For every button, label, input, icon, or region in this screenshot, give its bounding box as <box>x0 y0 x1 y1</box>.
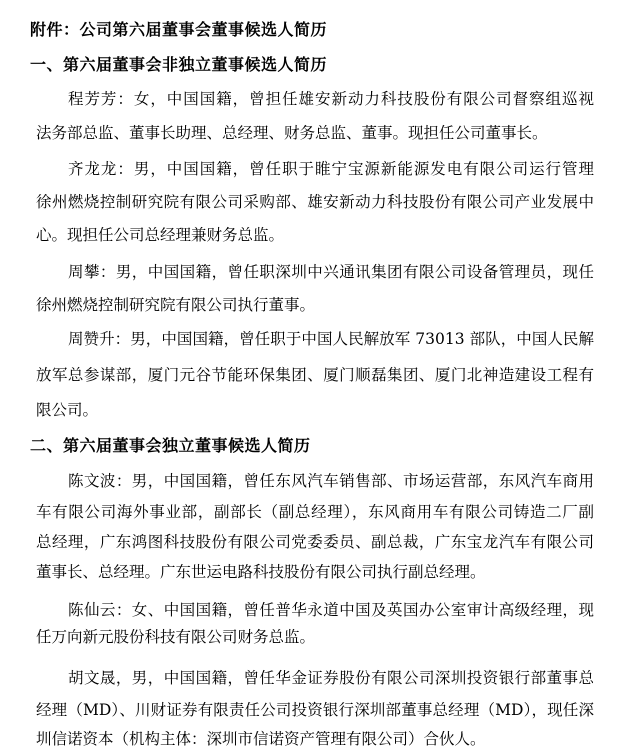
paragraph-line: 经理（MD）、川财证券有限责任公司投资银行深圳部董事总经理（MD），现任深 <box>36 701 594 719</box>
paragraph-line: 周攀：男，中国国籍，曾任职深圳中兴通讯集团有限公司设备管理员，现任 <box>68 263 594 281</box>
paragraph-line: 徐州燃烧控制研究院有限公司采购部、雄安新动力科技股份有限公司产业发展中 <box>36 193 594 211</box>
section-heading-non-independent: 一、第六届董事会非独立董事候选人简历 <box>30 55 328 74</box>
section-heading-independent: 二、第六届董事会独立董事候选人简历 <box>30 436 311 455</box>
paragraph-line: 陈文波：男，中国国籍，曾任东风汽车销售部、市场运营部，东风汽车商用 <box>68 472 594 490</box>
paragraph-line: 任万向新元股份科技有限公司财务总监。 <box>36 628 316 646</box>
paragraph-line: 放军总参谋部，厦门元谷节能环保集团、厦门顺磊集团、厦门北神造建设工程有 <box>36 366 594 384</box>
paragraph-line: 陈仙云：女、中国国籍，曾任普华永道中国及英国办公室审计高级经理，现 <box>68 601 594 619</box>
paragraph-line: 周赞升：男，中国国籍，曾任职于中国人民解放军 73013 部队，中国人民解 <box>68 330 594 348</box>
paragraph-line: 徐州燃烧控制研究院有限公司执行董事。 <box>36 296 316 314</box>
paragraph-line: 车有限公司海外事业部，副部长（副总经理），东风商用车有限公司铸造二厂副 <box>36 503 594 521</box>
paragraph-line: 齐龙龙：男，中国国籍，曾任职于睢宁宝源新能源发电有限公司运行管理 <box>68 160 594 178</box>
document-title: 附件：公司第六届董事会董事候选人简历 <box>30 20 328 39</box>
paragraph-line: 心。现担任公司总经理兼财务总监。 <box>36 226 285 244</box>
paragraph-line: 胡文晟，男，中国国籍，曾任华金证券股份有限公司深圳投资银行部董事总 <box>68 669 594 687</box>
paragraph-line: 董事长、总经理。广东世运电路科技股份有限公司执行副总经理。 <box>36 563 486 581</box>
paragraph-line: 总经理，广东鸿图科技股份有限公司党委委员、副总裁，广东宝龙汽车有限公司 <box>36 533 594 551</box>
paragraph-line: 法务部总监、董事长助理、总经理、财务总监、董事。现担任公司董事长。 <box>36 124 548 142</box>
paragraph-line: 限公司。 <box>36 401 99 419</box>
paragraph-line: 程芳芳：女，中国国籍，曾担任雄安新动力科技股份有限公司督察组巡视 <box>68 90 594 108</box>
paragraph-line: 圳信诺资本（机构主体：深圳市信诺资产管理有限公司）合伙人。 <box>36 730 486 748</box>
